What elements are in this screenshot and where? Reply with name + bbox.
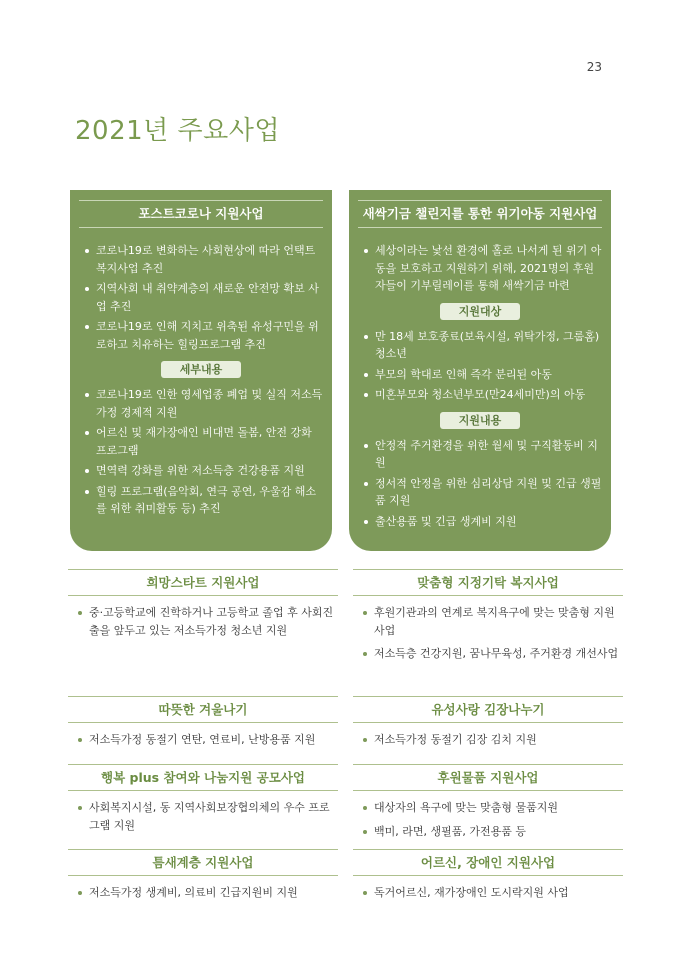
list-item: 저소득가정 생계비, 의료비 긴급지원비 지원 bbox=[78, 884, 338, 902]
list-item: 저소득가정 동절기 연탄, 연료비, 난방용품 지원 bbox=[78, 731, 338, 749]
section-title: 희망스타트 지원사업 bbox=[68, 569, 338, 596]
section-title: 맞춤형 지정기탁 복지사업 bbox=[353, 569, 623, 596]
list-item: 독거어르신, 재가장애인 도시락지원 사업 bbox=[363, 884, 623, 902]
donated-goods-section bbox=[353, 764, 623, 846]
target-list bbox=[358, 328, 602, 404]
list-item: 안정적 주거환경을 위한 월세 및 구직활동비 지원 bbox=[364, 437, 602, 472]
details-label: 세부내용 bbox=[161, 361, 241, 378]
kimchi-sharing-section bbox=[353, 696, 623, 755]
gap-group-section bbox=[68, 849, 338, 908]
list-item: 중·고등학교에 진학하거나 고등학교 졸업 후 사회진출을 앞두고 있는 저소득가정 청소년 지원 bbox=[78, 604, 338, 639]
section-title: 후원물품 지원사업 bbox=[353, 764, 623, 791]
section-list bbox=[353, 604, 623, 663]
section-title: 틈새계층 지원사업 bbox=[68, 849, 338, 876]
section-title: 어르신, 장애인 지원사업 bbox=[353, 849, 623, 876]
list-item: 정서적 안정을 위한 심리상담 지원 및 긴급 생필품 지원 bbox=[364, 475, 602, 510]
list-item: 코로나19로 인한 영세업종 폐업 및 실직 저소득가정 경제적 지원 bbox=[85, 386, 323, 421]
section-title: 따뜻한 겨울나기 bbox=[68, 696, 338, 723]
list-item: 출산용품 및 긴급 생계비 지원 bbox=[364, 513, 602, 531]
box-title: 새싹기금 챌린지를 통한 위기아동 지원사업 bbox=[358, 200, 602, 228]
elderly-disabled-section bbox=[353, 849, 623, 908]
list-item: 후원기관과의 연계로 복지욕구에 맞는 맞춤형 지원사업 bbox=[363, 604, 623, 639]
happy-plus-section bbox=[68, 764, 338, 840]
page-number: 23 bbox=[586, 60, 602, 74]
list-item: 부모의 학대로 인해 즉각 분리된 아동 bbox=[364, 366, 602, 384]
list-item: 코로나19로 변화하는 사회현상에 따라 언택트 복지사업 추진 bbox=[85, 242, 323, 277]
list-item: 저소득가정 동절기 김장 김치 지원 bbox=[363, 731, 623, 749]
post-corona-support-box bbox=[70, 190, 332, 551]
section-list bbox=[353, 731, 623, 749]
section-list bbox=[68, 799, 338, 834]
page-title: 2021년 주요사업 bbox=[75, 116, 281, 146]
section-list bbox=[68, 884, 338, 902]
warm-winter-section bbox=[68, 696, 338, 755]
section-list bbox=[353, 884, 623, 902]
designated-donation-section bbox=[353, 569, 623, 669]
box-title: 포스트코로나 지원사업 bbox=[79, 200, 323, 228]
list-item: 사회복지시설, 동 지역사회보장협의체의 우수 프로그램 지원 bbox=[78, 799, 338, 834]
support-list bbox=[358, 437, 602, 531]
list-item: 힐링 프로그램(음악회, 연극 공연, 우울감 해소를 위한 취미활동 등) 추진 bbox=[85, 483, 323, 518]
list-item: 세상이라는 낯선 환경에 홀로 나서게 된 위기 아동을 보호하고 지원하기 위해, 2021명의 후원자들이 기부릴레이를 통해 새싹기금 마련 bbox=[364, 242, 602, 295]
list-item: 어르신 및 재가장애인 비대면 돌봄, 안전 강화 프로그램 bbox=[85, 424, 323, 459]
section-title: 행복 plus 참여와 나눔지원 공모사업 bbox=[68, 764, 338, 791]
overview-list bbox=[358, 242, 602, 295]
list-item: 면역력 강화를 위한 저소득층 건강용품 지원 bbox=[85, 462, 323, 480]
overview-list bbox=[79, 242, 323, 353]
list-item: 대상자의 욕구에 맞는 맞춤형 물품지원 bbox=[363, 799, 623, 817]
list-item: 코로나19로 인해 지치고 위축된 유성구민을 위로하고 치유하는 힐링프로그램 추진 bbox=[85, 318, 323, 353]
list-item: 만 18세 보호종료(보육시설, 위탁가정, 그룹홈) 청소년 bbox=[364, 328, 602, 363]
list-item: 저소득층 건강지원, 꿈나무육성, 주거환경 개선사업 bbox=[363, 645, 623, 663]
target-label: 지원대상 bbox=[440, 303, 520, 320]
section-list bbox=[68, 604, 338, 639]
list-item: 백미, 라면, 생필품, 가전용품 등 bbox=[363, 823, 623, 841]
section-list bbox=[353, 799, 623, 840]
support-label: 지원내용 bbox=[440, 412, 520, 429]
section-list bbox=[68, 731, 338, 749]
list-item: 미혼부모와 청소년부모(만24세미만)의 아동 bbox=[364, 386, 602, 404]
hope-start-section bbox=[68, 569, 338, 645]
details-list bbox=[79, 386, 323, 518]
sprout-fund-support-box bbox=[349, 190, 611, 551]
list-item: 지역사회 내 취약계층의 새로운 안전망 확보 사업 추진 bbox=[85, 280, 323, 315]
section-title: 유성사랑 김장나누기 bbox=[353, 696, 623, 723]
